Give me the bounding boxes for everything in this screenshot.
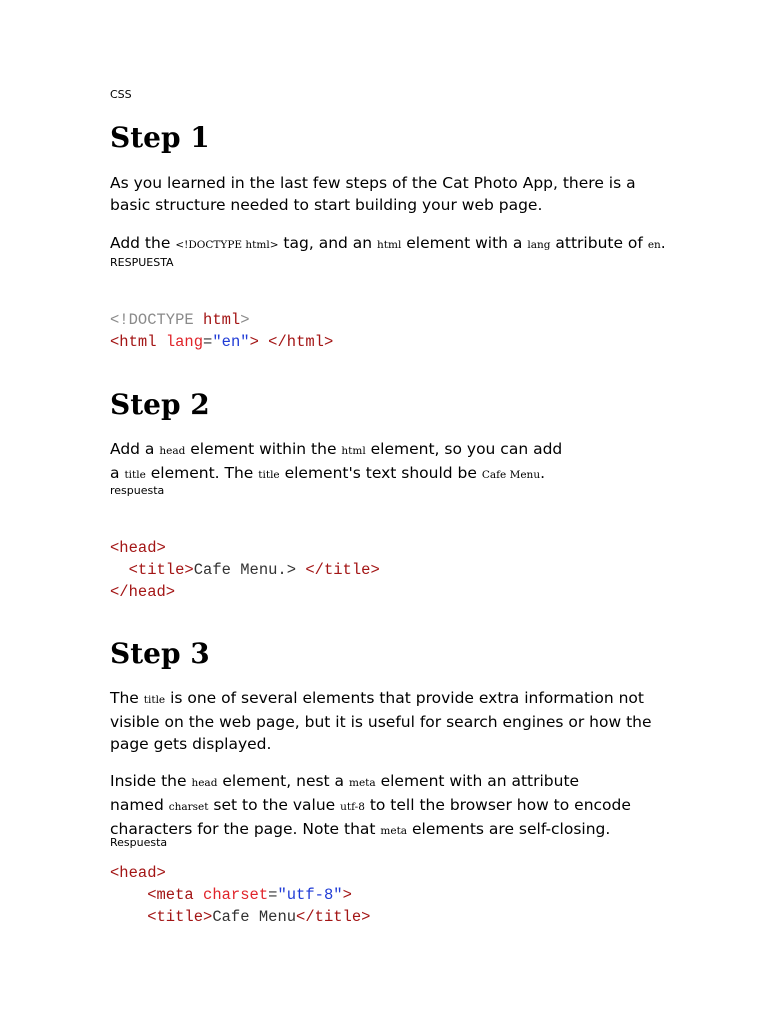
inline-code: head [159,445,186,457]
paragraph-line [110,438,670,462]
code-token: lang [165,333,204,351]
inline-code: charset [168,801,209,813]
inline-code: title [124,469,146,481]
step1-paragraph-1: As you learned in the last few steps of the Cat Photo App, there is a basic structure needed to start building your web page. [110,174,636,214]
text-fragment: . [660,234,666,252]
code-token: charset [203,886,269,904]
step2-code-line-3 [110,581,175,603]
text-fragment: Add the [110,234,176,252]
code-token: html [203,311,241,329]
code-token: > </html> [249,333,334,351]
step3-paragraph-2 [110,770,655,842]
text-fragment: attribute of [550,234,648,252]
code-token: <title> [110,561,194,579]
code-token: <head> [110,539,166,557]
step3-code-line-3 [110,906,370,928]
text-fragment: . [540,464,546,482]
paragraph-line [110,462,670,486]
text-fragment: element, nest a [217,772,349,790]
code-token: <meta [110,886,204,904]
step1-paragraph-2 [110,232,670,256]
inline-code: lang [527,239,551,251]
text-fragment: tag, and an [278,234,378,252]
text-fragment: to tell the browser how to encode characters for the page. Note that [110,796,631,838]
text-fragment: element. The [145,464,259,482]
step3-code-line-2 [110,884,352,906]
step2-code-line-2 [110,559,380,581]
text-fragment: element, so you can add [365,440,563,458]
step3-paragraph-1 [110,687,655,755]
inline-code: <!DOCTYPE html> [175,239,279,251]
inline-code: title [258,469,280,481]
code-token: <html [110,333,166,351]
text-fragment: named [110,796,169,814]
paragraph-line [110,794,655,842]
text-fragment: Add a [110,440,160,458]
step1-code-line-2 [110,331,333,353]
code-token: Cafe Menu [212,908,297,926]
text-fragment: elements are self-closing. [407,820,611,838]
code-token: = [203,333,213,351]
paragraph-line [110,770,655,794]
inline-code: title [143,694,166,706]
code-token: <head> [110,864,166,882]
text-fragment: Inside the [110,772,192,790]
step1-title: Step 1 [110,121,210,154]
step2-code-line-1 [110,537,166,559]
step1-code-line-1 [110,309,250,331]
inline-code: head [191,777,218,789]
code-token: "en" [212,333,250,351]
header-label: CSS [110,88,132,101]
inline-code: en [647,239,661,251]
text-fragment: element's text should be [279,464,482,482]
step3-title: Step 3 [110,637,210,670]
inline-code: meta [380,825,408,837]
code-token: </head> [110,583,176,601]
code-token: </title> [296,908,371,926]
text-fragment: set to the value [208,796,341,814]
code-token: > [342,886,352,904]
code-token: "utf-8" [277,886,343,904]
text-fragment: element with an attribute [375,772,580,790]
step2-answer-label: respuesta [110,484,165,497]
code-token: </title> [296,561,380,579]
step2-paragraph-1 [110,438,670,486]
code-token: <!DOCTYPE [110,311,204,329]
inline-code: meta [348,777,376,789]
inline-code: html [341,445,366,457]
inline-code: utf-8 [340,801,365,813]
inline-code: html [377,239,402,251]
step3-code-line-1 [110,862,166,884]
code-token: > [240,311,250,329]
code-token: = [268,886,278,904]
code-token: Cafe Menu.> [193,561,297,579]
step3-answer-label: Respuesta [110,836,168,849]
code-token: <title> [110,908,213,926]
text-fragment: a [110,464,125,482]
inline-code: Cafe Menu [481,469,541,481]
step1-answer-label: RESPUESTA [110,256,174,269]
text-fragment: is one of several elements that provide extra information not visible on the web page, but it is useful for search engines or how the page gets displayed. [110,689,652,753]
step2-title: Step 2 [110,388,210,421]
text-fragment: element with a [401,234,528,252]
text-fragment: The [110,689,144,707]
text-fragment: element within the [185,440,342,458]
